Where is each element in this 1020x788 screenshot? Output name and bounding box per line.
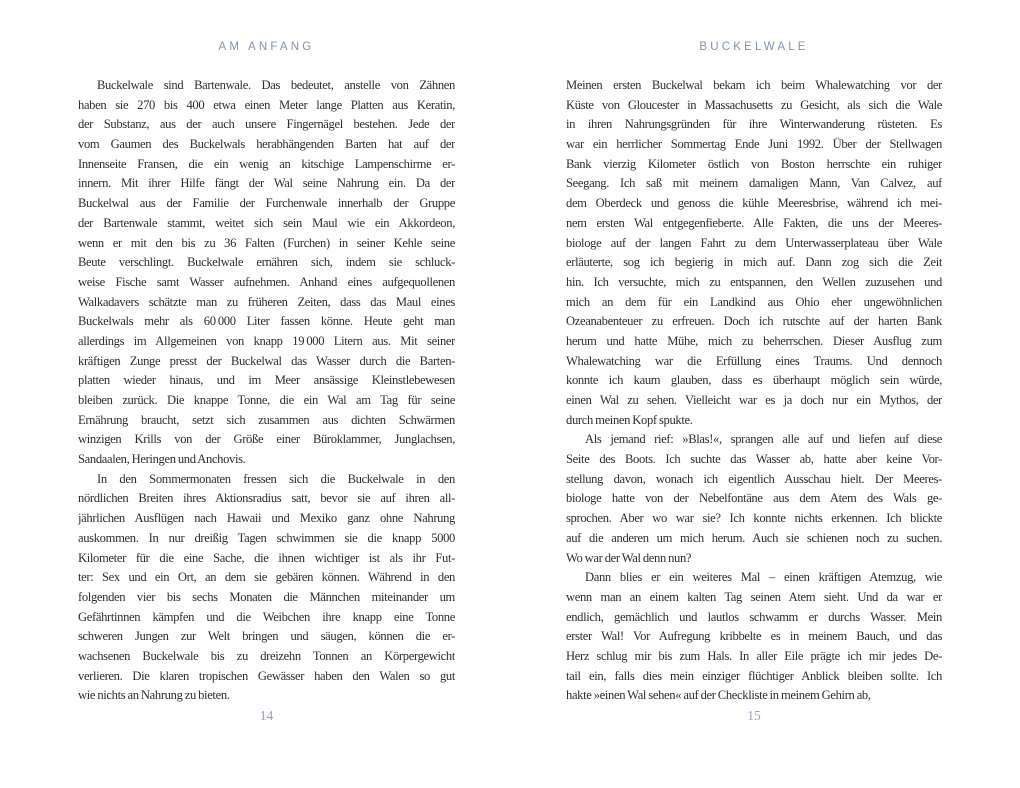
text-line: hakte »einen Wal sehen« auf der Checkliste in meinem Gehirn ab, <box>566 688 871 703</box>
text-line: Walkadavers schätzte man zu früheren Zeiten, dass das Maul eines <box>78 294 455 309</box>
text-line: Buckelwals mehr als 60 000 Liter fassen könne. Heute geht man <box>78 314 455 329</box>
text-line: nördlichen Breiten ihres Aktionsradius satt, bevor sie auf ihren all- <box>78 491 455 506</box>
text-line: wie nichts an Nahrung zu bieten. <box>78 688 230 703</box>
text-line: biologe hatte von der Nebelfontäne aus dem Atem des Wals ge- <box>566 491 942 506</box>
text-line: Kilometer für die eine Sache, die ihnen wichtiger ist als ihr Fut- <box>78 550 455 565</box>
text-line: mich an dem für ein Landkind aus Ohio eher ungewöhnlichen <box>566 294 942 309</box>
text-line: ter: Sex und ein Ort, an dem sie gebären können. Während in den <box>78 570 455 585</box>
text-line: folgenden vier bis sechs Monaten die Männchen miteinander um <box>78 589 455 604</box>
text-line: Seite des Boots. Ich suchte das Wasser ab, hatte aber keine Vor- <box>566 452 942 467</box>
text-line: allerdings im Allgemeinen von knapp 19 000 Litern aus. Mit seiner <box>78 333 455 348</box>
page-right <box>566 0 942 788</box>
text-line: Gefährtinnen kämpfen und die Weibchen ihre knapp eine Tonne <box>78 609 455 624</box>
text-line: sprochen. Aber wo war sie? Ich konnte nichts erkennen. Ich blickte <box>566 511 942 526</box>
text-line: herum und hatte Mühe, mich zu beherrschen. Dieser Ausflug zum <box>566 333 942 348</box>
text-line: biologe auf der langen Fahrt zu dem Unterwasserplateau über Wale <box>566 235 942 250</box>
page-number-left: 14 <box>259 708 274 723</box>
text-line: erläuterte, sog ich begierig in mich auf. Dann zog sich die Zeit <box>566 255 942 270</box>
running-header-left: AM ANFANG <box>218 41 315 53</box>
text-line: Ernährung braucht, setzt sich zusammen aus dichten Schwärmen <box>78 412 455 427</box>
text-line: Seegang. Ich saß mit meinem damaligen Mann, Van Calvez, auf <box>566 176 942 191</box>
text-line: Buckelwale sind Bartenwale. Das bedeutet, anstelle von Zähnen <box>97 78 455 92</box>
page-body-left <box>78 76 455 706</box>
text-line: kräftigen Zunge presst der Buckelwal das Wasser durch die Barten- <box>78 353 455 368</box>
text-line: Wo war der Wal denn nun? <box>566 550 692 565</box>
text-line: vom Gaumen des Buckelwals herabhängenden Barten hat auf der <box>78 137 455 152</box>
text-line: Dann blies er ein weiteres Mal – einen kräftigen Atemzug, wie <box>585 570 942 585</box>
text-line: auf die anderen um mich herum. Auch sie schienen noch zu suchen. <box>566 530 942 545</box>
text-line: Buckelwal aus der Familie der Furchenwale innerhalb der Gruppe <box>78 196 455 211</box>
text-line: jährlichen Ausflügen nach Hawaii und Mexiko ganz ohne Nahrung <box>78 511 455 526</box>
text-line: tail ein, falls dies mein einziger flüchtiger Anblick bleiben sollte. Ich <box>566 668 942 683</box>
text-line: auskommen. In nur dreißig Tagen schwimmen sie die knapp 5000 <box>78 530 455 545</box>
text-line: durch meinen Kopf spukte. <box>566 412 693 427</box>
text-line: Als jemand rief: »Blas!«, sprangen alle auf und liefen auf diese <box>585 432 942 447</box>
running-header-right: BUCKELWALE <box>699 41 809 53</box>
text-line: Beute verschlingt. Buckelwale ernähren sich, indem sie schluck- <box>78 255 455 270</box>
text-line: hin. Ich versuchte, mich zu entspannen, den Wellen zuzusehen und <box>566 274 942 289</box>
text-line: Innenseite Fransen, die ein wenig an kitschige Lampenschirme er- <box>78 156 455 171</box>
text-line: Ozeanabenteuer zu erfreuen. Doch ich rutschte auf der harten Bank <box>566 314 942 329</box>
text-line: dem Oberdeck und genoss die kühle Meeresbrise, während ich mei- <box>566 196 942 211</box>
text-line: In den Sommermonaten fressen sich die Buckelwale in den <box>97 471 455 486</box>
text-line: Bank vierzig Kilometer östlich von Boston herrschte ein ruhiger <box>566 156 942 171</box>
text-line: Küste von Gloucester in Massachusetts zu Gesicht, als sich die Wale <box>566 97 942 112</box>
text-line: endlich, gemächlich und lautlos schwamm er durchs Wasser. Mein <box>566 609 942 624</box>
text-line: winzigen Krills von der Größe einer Büroklammer, Junglachsen, <box>78 432 455 447</box>
text-line: nem ersten Wal entgegenfieberte. Alle Fakten, die uns der Meeres- <box>566 215 942 230</box>
text-line: erster Wal! Vor Aufregung kribbelte es in meinem Bauch, und das <box>566 629 942 644</box>
page-body-right <box>566 76 942 706</box>
text-line: stellung davon, wonach ich eigentlich Ausschau hielt. Der Meeres- <box>566 471 942 486</box>
text-line: weise Fische samt Wasser aufnehmen. Anhand eines aufgequollenen <box>78 274 455 289</box>
page-number-right: 15 <box>747 708 761 723</box>
text-line: Sandaalen, Heringen und Anchovis. <box>78 452 246 467</box>
text-line: Meinen ersten Buckelwal bekam ich beim Whalewatching vor der <box>566 78 942 92</box>
text-line: schweren Jungen zur Welt bringen und säugen, können die er- <box>78 629 455 644</box>
text-line: verlieren. Die klaren tropischen Gewässer haben den Walen so gut <box>78 668 455 683</box>
text-line: wenn er mit den bis zu 36 Falten (Furchen) in seiner Kehle seine <box>78 235 455 250</box>
text-line: konnte ich kaum glauben, dass es überhaupt möglich sein würde, <box>566 373 942 388</box>
text-line: in ihren Nahrungsgründen für ihre Winterwanderung rüsteten. Es <box>566 117 942 132</box>
text-line: bleiben zurück. Die knappe Tonne, die ein Wal am Tag für seine <box>78 393 455 407</box>
text-line: innern. Mit ihrer Hilfe fängt der Wal seine Nahrung ein. Da der <box>78 176 455 191</box>
text-line: einen Wal zu sehen. Vielleicht war es ja doch nur ein Mythos, der <box>566 393 942 407</box>
text-line: Herz schlug mir bis zum Hals. In aller Eile prägte ich mir jedes De- <box>566 648 942 663</box>
page-left <box>78 0 455 788</box>
text-line: Whalewatching war die Erfüllung eines Traums. Und dennoch <box>566 353 942 368</box>
text-line: wenn man an einem kalten Tag seinen Atem sieht. Und da war er <box>566 589 942 604</box>
text-line: der Substanz, aus der auch unsere Fingernägel bestehen. Jede der <box>78 117 455 132</box>
text-line: der Bartenwale stammt, weitet sich sein Maul wie ein Akkordeon, <box>78 215 455 230</box>
text-line: haben sie 270 bis 400 etwa einen Meter lange Platten aus Keratin, <box>78 97 455 112</box>
text-line: platten wieder hinaus, und im Meer ansässige Kleinstlebewesen <box>78 373 455 388</box>
text-line: wachsenen Buckelwale bis zu dreizehn Tonnen an Körpergewicht <box>78 648 455 663</box>
text-line: war ein herrlicher Sommertag Ende Juni 1992. Über der Stellwagen <box>566 137 942 152</box>
